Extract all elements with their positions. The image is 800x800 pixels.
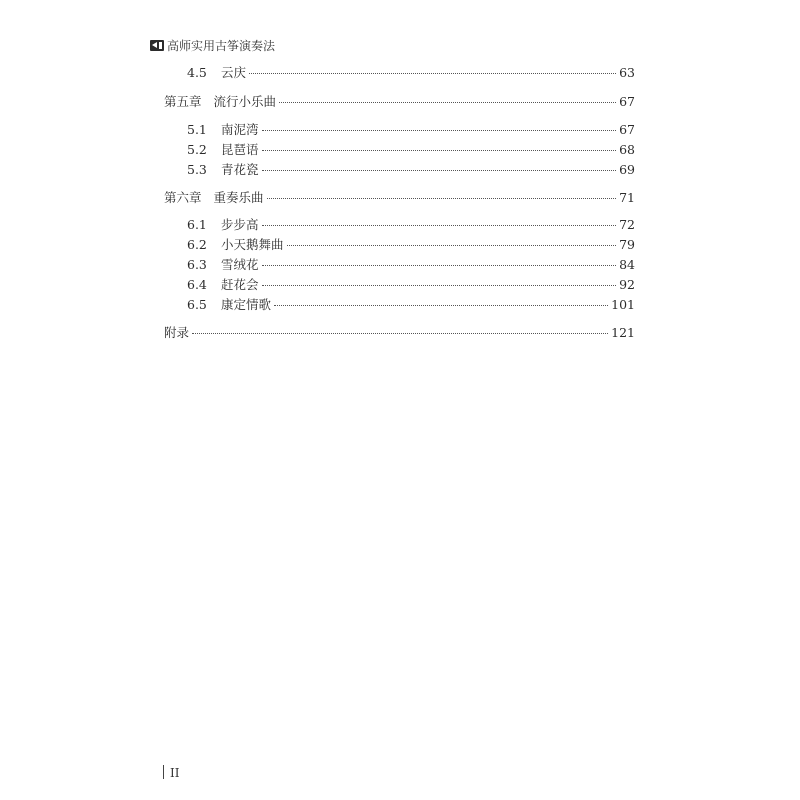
toc-entry[interactable] xyxy=(187,255,635,273)
toc-entry[interactable] xyxy=(187,140,635,158)
dot-leader xyxy=(262,225,617,226)
section-title: 雪绒花 xyxy=(221,257,259,272)
dot-leader xyxy=(262,265,617,266)
dot-leader xyxy=(279,102,616,103)
section-number: 5.2 xyxy=(187,142,207,157)
section-number: 5.1 xyxy=(187,122,207,137)
section-title: 康定情歌 xyxy=(221,297,272,312)
section-title: 小天鹅舞曲 xyxy=(221,237,284,252)
page-number: 69 xyxy=(619,162,635,177)
section-number: 6.5 xyxy=(187,297,207,312)
page-number: 68 xyxy=(619,142,635,157)
toc-entry[interactable] xyxy=(187,160,635,178)
section-title: 云庆 xyxy=(221,65,247,80)
section-number: 6.1 xyxy=(187,217,207,232)
book-title: 高师实用古筝演奏法 xyxy=(167,39,276,53)
chapter-title: 流行小乐曲 xyxy=(213,94,277,109)
page-number: 101 xyxy=(611,297,635,312)
book-marker-icon xyxy=(150,40,164,51)
dot-leader xyxy=(249,73,616,74)
page-number: 67 xyxy=(619,122,635,137)
section-title: 南泥湾 xyxy=(221,122,259,137)
section-number: 6.4 xyxy=(187,277,207,292)
chapter-label: 第五章 xyxy=(164,94,202,109)
section-title: 赶花会 xyxy=(221,277,259,292)
page-number: 67 xyxy=(619,94,635,109)
page-number: 121 xyxy=(611,325,635,340)
dot-leader xyxy=(192,333,608,334)
dot-leader xyxy=(262,130,617,131)
dot-leader xyxy=(262,170,617,171)
page-footer xyxy=(163,765,179,780)
dot-leader xyxy=(267,198,617,199)
toc-chapter-entry[interactable] xyxy=(164,92,635,110)
toc-appendix-entry[interactable] xyxy=(164,323,635,341)
section-number: 6.3 xyxy=(187,257,207,272)
section-title: 昆琶语 xyxy=(221,142,259,157)
toc-entry[interactable] xyxy=(187,215,635,233)
section-number: 5.3 xyxy=(187,162,207,177)
toc-entry[interactable] xyxy=(187,63,635,81)
dot-leader xyxy=(274,305,608,306)
section-title: 青花瓷 xyxy=(221,162,259,177)
page-number: 63 xyxy=(619,65,635,80)
toc-entry[interactable] xyxy=(187,120,635,138)
page-number: 92 xyxy=(619,277,635,292)
running-header xyxy=(150,37,275,54)
section-title: 步步高 xyxy=(221,217,259,232)
toc-entry[interactable] xyxy=(187,235,635,253)
footer-rule xyxy=(163,765,164,779)
chapter-label: 第六章 xyxy=(164,190,202,205)
page-number: 71 xyxy=(619,190,635,205)
toc-entry[interactable] xyxy=(187,295,635,313)
dot-leader xyxy=(287,245,617,246)
section-number: 4.5 xyxy=(187,65,207,80)
dot-leader xyxy=(262,150,617,151)
section-number: 6.2 xyxy=(187,237,207,252)
page-number: 84 xyxy=(619,257,635,272)
toc-chapter-entry[interactable] xyxy=(164,188,635,206)
dot-leader xyxy=(262,285,617,286)
toc-entry[interactable] xyxy=(187,275,635,293)
folio: II xyxy=(170,766,180,780)
chapter-title: 重奏乐曲 xyxy=(213,190,264,205)
appendix-title: 附录 xyxy=(164,325,190,340)
page-number: 79 xyxy=(619,237,635,252)
page-number: 72 xyxy=(619,217,635,232)
